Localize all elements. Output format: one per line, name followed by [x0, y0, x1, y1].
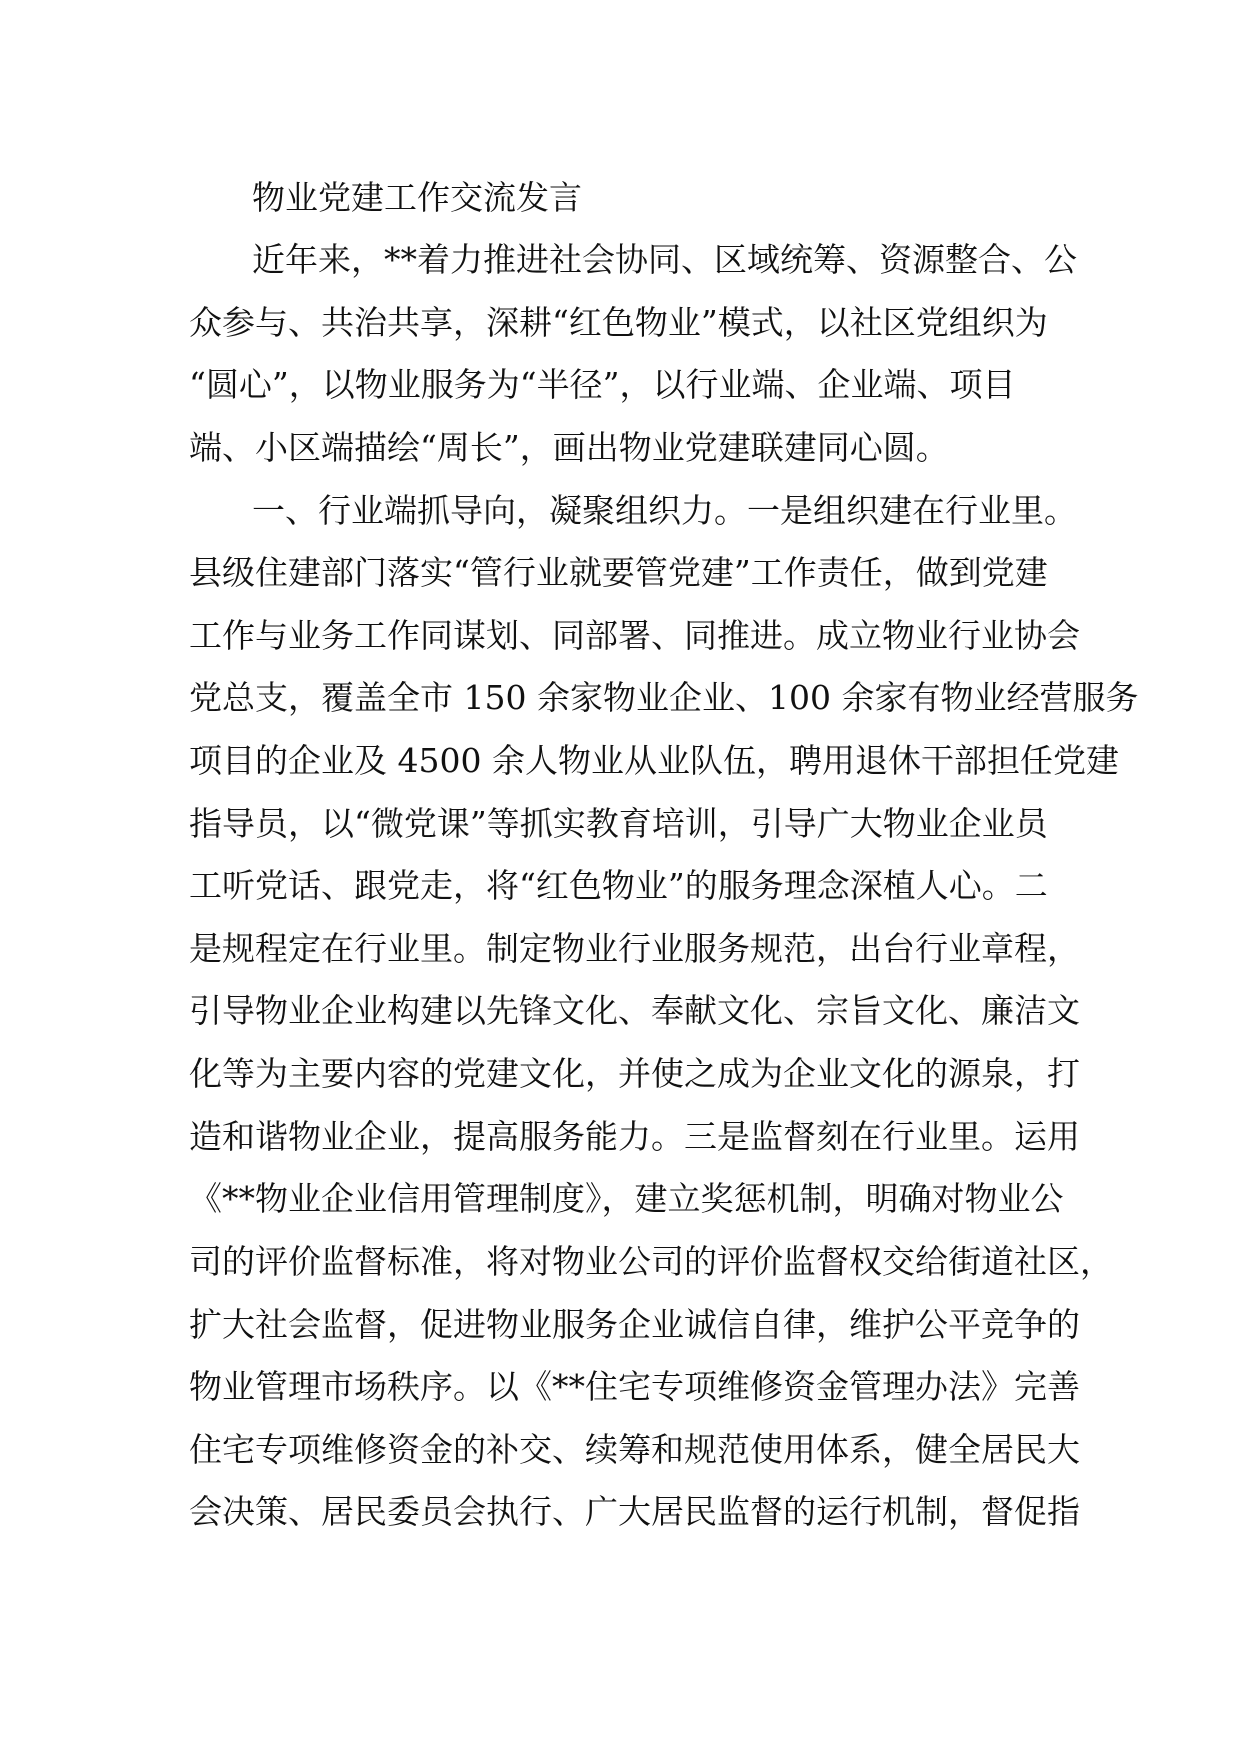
paragraph-line: 工作与业务工作同谋划、同部署、同推进。成立物业行业协会 [189, 616, 1080, 655]
paragraph-line: 司的评价监督标准，将对物业公司的评价监督权交给街道社区， [189, 1242, 1113, 1281]
paragraph-line: 是规程定在行业里。制定物业行业服务规范，出台行业章程， [189, 929, 1080, 968]
paragraph-line: 工听党话、跟党走，将“红色物业”的服务理念深植人心。二 [189, 866, 1048, 905]
paragraph-line: 近年来，**着力推进社会协同、区域统筹、资源整合、公 [252, 240, 1077, 279]
paragraph-line: 物业管理市场秩序。以《**住宅专项维修资金管理办法》完善 [189, 1367, 1080, 1406]
paragraph-line: 项目的企业及 4500 余人物业从业队伍，聘用退休干部担任党建 [189, 741, 1119, 780]
paragraph-line: 《**物业企业信用管理制度》，建立奖惩机制，明确对物业公 [189, 1179, 1064, 1218]
paragraph-line: “圆心”，以物业服务为“半径”，以行业端、企业端、项目 [189, 365, 1016, 404]
paragraph-line: 县级住建部门落实“管行业就要管党建”工作责任，做到党建 [189, 553, 1048, 592]
paragraph-line: 一、行业端抓导向，凝聚组织力。一是组织建在行业里。 [252, 491, 1077, 530]
paragraph-line: 造和谐物业企业，提高服务能力。三是监督刻在行业里。运用 [189, 1117, 1080, 1156]
paragraph-line: 住宅专项维修资金的补交、续筹和规范使用体系，健全居民大 [189, 1430, 1080, 1469]
paragraph-line: 党总支，覆盖全市 150 余家物业企业、100 余家有物业经营服务 [189, 678, 1139, 717]
paragraph-line: 端、小区端描绘“周长”，画出物业党建联建同心圆。 [189, 428, 949, 467]
paragraph-line: 众参与、共治共享，深耕“红色物业”模式，以社区党组织为 [189, 303, 1048, 342]
paragraph-line: 指导员，以“微党课”等抓实教育培训，引导广大物业企业员 [189, 804, 1048, 843]
document-title: 物业党建工作交流发言 [252, 178, 582, 217]
paragraph-line: 扩大社会监督，促进物业服务企业诚信自律，维护公平竞争的 [189, 1305, 1080, 1344]
paragraph-line: 化等为主要内容的党建文化，并使之成为企业文化的源泉，打 [189, 1054, 1080, 1093]
paragraph-line: 会决策、居民委员会执行、广大居民监督的运行机制，督促指 [189, 1492, 1080, 1531]
paragraph-line: 引导物业企业构建以先锋文化、奉献文化、宗旨文化、廉洁文 [189, 991, 1080, 1030]
